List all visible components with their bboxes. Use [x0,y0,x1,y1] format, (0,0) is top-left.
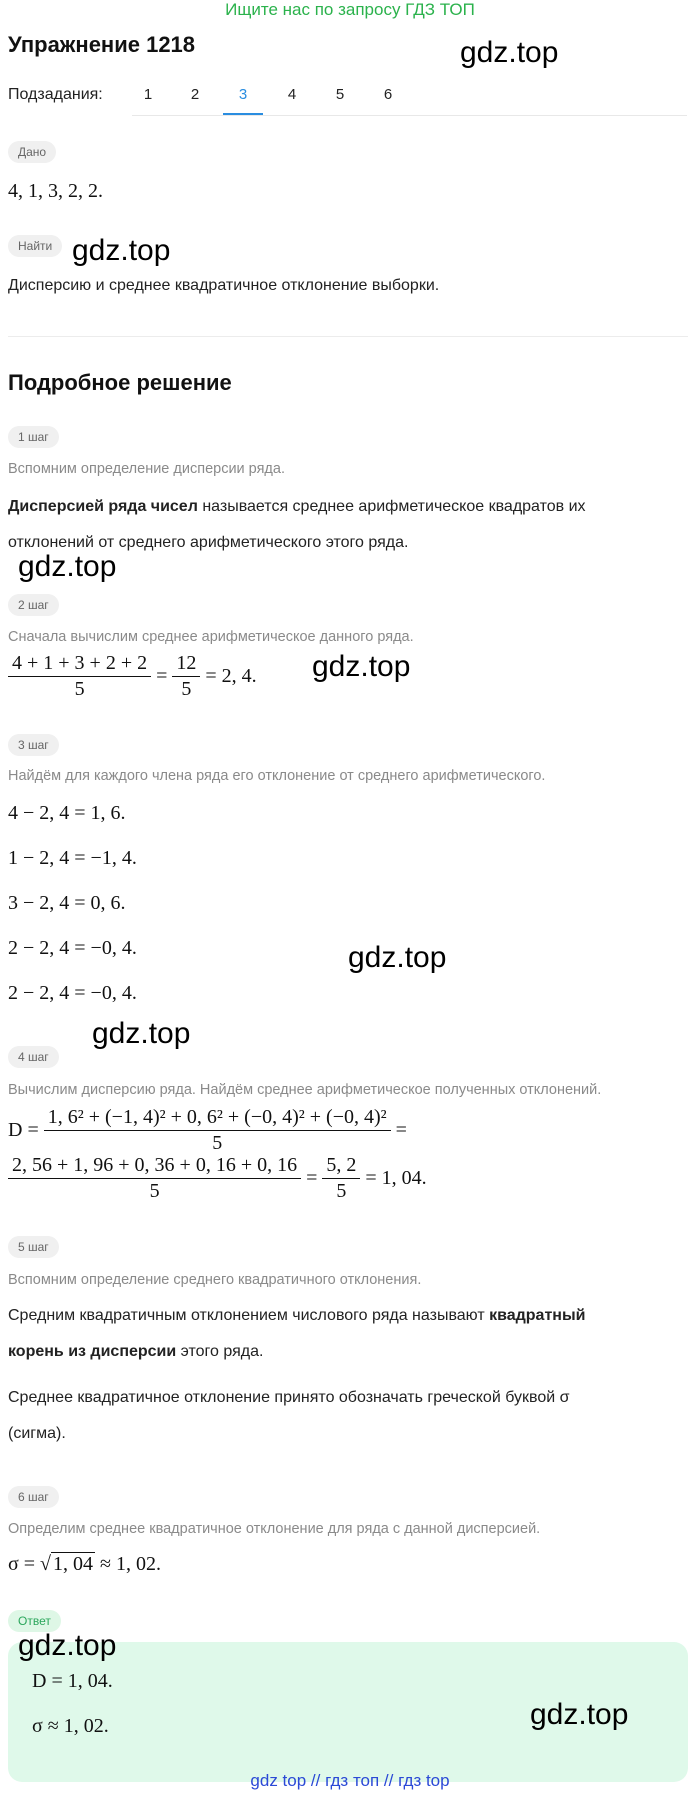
deviation-line: 2 − 2, 4 = −0, 4. [8,982,137,1004]
solution-title: Подробное решение [8,370,232,395]
bold-term: квадратный [489,1307,586,1324]
section-divider [8,336,688,337]
watermark: gdz.top [92,1017,191,1050]
sigma-result: ≈ 1, 02. [100,1553,162,1575]
variance-formula-line1 [8,1106,407,1155]
watermark: gdz.top [18,550,117,583]
variance-symbol: D = [8,1119,39,1141]
given-chip: Дано [8,141,56,163]
watermark: gdz.top [72,234,171,267]
step-chip: 3 шаг [8,734,59,756]
tab-subtask-1[interactable]: 1 [143,86,153,103]
step-hint: Сначала вычислим среднее арифметическое данного ряда. [8,629,414,645]
watermark: gdz.top [348,941,447,974]
step-chip: 1 шаг [8,426,59,448]
definition-text: этого ряда. [176,1343,264,1360]
variance-result: = 1, 04. [365,1167,427,1189]
find-chip: Найти [8,235,62,257]
step-hint: Вспомним определение дисперсии ряда. [8,461,285,477]
tab-subtask-3[interactable]: 3 [238,86,248,103]
definition-text: называется среднее арифметическое квадратов их [197,498,586,515]
sigma-formula [8,1553,161,1576]
subtasks-label: Подзадания: [8,86,103,103]
fraction-numerator: 12 [172,652,200,677]
deviation-line: 2 − 2, 4 = −0, 4. [8,937,137,959]
step-chip: 6 шаг [8,1486,59,1508]
fraction-denominator: 5 [181,678,192,700]
answer-line: D = 1, 04. [32,1670,113,1692]
step-hint: Найдём для каждого члена ряда его отклонение от среднего арифметического. [8,768,546,784]
step-hint: Вычислим дисперсию ряда. Найдём среднее арифметическое полученных отклонений. [8,1082,602,1098]
equals-sign: = [395,1119,407,1141]
given-value: 4, 1, 3, 2, 2. [8,180,103,202]
tab-subtask-6[interactable]: 6 [383,86,393,103]
footer-links[interactable]: gdz top // гдз топ // гдз top [250,1771,450,1790]
variance-formula-line2: $\frac{2, 56 + 1, 96 + 0, 36 + 0, 16 + 0, 16}{5}$ = $\frac{5, 2}{5}$ = 1, 04. [8,1154,427,1203]
mean-formula: $\frac{4 + 1 + 3 + 2 + 2}{5}$ = $\frac{12}{5}$ = 2, 4. [8,652,257,701]
deviation-line: 3 − 2, 4 = 0, 6. [8,892,126,914]
step-hint: Вспомним определение среднего квадратичного отклонения. [8,1272,422,1288]
step-hint: Определим среднее квадратичное отклонение для ряда с данной дисперсией. [8,1521,541,1537]
definition-text: Среднее квадратичное отклонение принято обозначать греческой буквой σ [8,1389,570,1406]
watermark: gdz.top [312,650,411,683]
step-chip: 4 шаг [8,1046,59,1068]
fraction-denominator: 5 [149,1180,160,1202]
answer-chip: Ответ [8,1610,61,1632]
tabs-divider [132,115,687,116]
fraction-numerator: 2, 56 + 1, 96 + 0, 36 + 0, 16 + 0, 16 [8,1154,301,1179]
answer-line: σ ≈ 1, 02. [32,1715,109,1737]
tab-subtask-4[interactable]: 4 [287,86,297,103]
find-text: Дисперсию и среднее квадратичное отклонение выборки. [8,277,440,294]
sigma-prefix: σ = √ [8,1553,52,1575]
fraction-numerator: 1, 6² + (−1, 4)² + 0, 6² + (−0, 4)² + (−0, 4)² [44,1106,391,1131]
mean-result: = 2, 4. [205,665,257,687]
tab-subtask-2[interactable]: 2 [190,86,200,103]
sigma-radicand: 1, 04 [53,1553,94,1575]
page-title: Упражнение 1218 [8,32,196,57]
step-5-definition [8,1298,698,1370]
tab-subtask-5[interactable]: 5 [335,86,345,103]
deviation-line: 4 − 2, 4 = 1, 6. [8,802,126,824]
step-5-sigma-note [8,1380,698,1452]
fraction-numerator: 5, 2 [322,1154,360,1179]
bold-term: корень из дисперсии [8,1343,177,1360]
active-tab-indicator [223,113,263,115]
fraction-denominator: 5 [212,1132,223,1154]
deviation-line: 1 − 2, 4 = −1, 4. [8,847,137,869]
bold-term: Дисперсией ряда чисел [8,498,198,515]
watermark: gdz.top [18,1629,117,1662]
watermark: gdz.top [460,36,559,69]
watermark: gdz.top [530,1698,629,1731]
definition-text: отклонений от среднего арифметического этого ряда. [8,534,409,551]
definition-text: Средним квадратичным отклонением числового ряда называют [8,1307,490,1324]
fraction-denominator: 5 [336,1180,347,1202]
fraction-numerator: 4 + 1 + 3 + 2 + 2 [8,652,151,677]
step-chip: 2 шаг [8,594,59,616]
definition-text: (сигма). [8,1425,66,1442]
step-chip: 5 шаг [8,1236,59,1258]
top-banner: Ищите нас по запросу ГДЗ ТОП [225,0,475,19]
fraction-denominator: 5 [74,678,85,700]
